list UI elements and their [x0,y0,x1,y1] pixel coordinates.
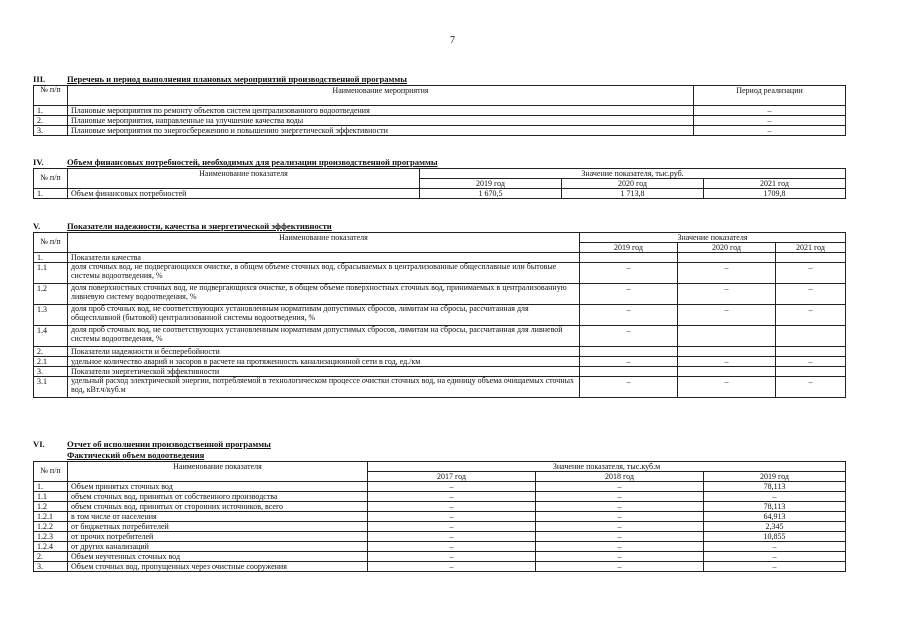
cell-value: – [678,263,776,284]
section-4-title [33,157,845,168]
cell-value [776,347,846,357]
cell-value: 2,345 [704,522,846,532]
section-4-table [33,168,846,199]
cell-value [580,347,678,357]
cell-name: доля сточных вод, не подвергающихся очистке, в общем объеме сточных вод, сбрасываемых в централизованные общесплавные или бытовые системы водоотведения, % [68,263,580,284]
header-year: 2019 год [420,179,562,189]
cell-value: – [368,552,536,562]
table-row [34,116,846,126]
cell-no: 1.1 [34,263,68,284]
cell-no: 1. [34,106,68,116]
header-no: № п/п [34,233,68,253]
cell-value [678,347,776,357]
cell-no: 1.3 [34,305,68,326]
table-header-row [34,86,846,106]
header-no: № п/п [34,462,68,482]
cell-value [776,367,846,377]
cell-value: – [704,542,846,552]
cell-no: 1.4 [34,326,68,347]
table-row [34,326,846,347]
cell-name: доля проб сточных вод, не соответствующих установленным нормативам допустимых сбросов, лимитам на сбросы, рассчитанная для общесплавной (бытовой) централизованной системы водоотведения, % [68,305,580,326]
cell-no: 1. [34,253,68,263]
header-period: Период реализации [694,86,846,106]
cell-value: – [368,512,536,522]
cell-value: – [678,357,776,367]
cell-value: – [704,552,846,562]
cell-name: объем сточных вод, принятых от сторонних источников, всего [68,502,368,512]
cell-no: 2. [34,552,68,562]
table-row [34,189,846,199]
section-6-subtitle: Фактический объем водоотведения [67,450,205,460]
cell-name: Объем финансовых потребностей [68,189,420,199]
table-row [34,552,846,562]
cell-value [580,253,678,263]
cell-period: – [694,116,846,126]
cell-no: 3. [34,367,68,377]
cell-name: доля проб сточных вод, не соответствующих установленным нормативам допустимых сбросов, лимитам на сбросы, рассчитанная для ливневой системы водоотведения, % [68,326,580,347]
table-row [34,305,846,326]
header-value: Значение показателя, тыс.куб.м [368,462,846,472]
cell-name: Объем принятых сточных вод [68,482,368,492]
header-name: Наименование мероприятия [68,86,694,106]
table-row [34,492,846,502]
header-value: Значение показателя, тыс.руб. [420,169,846,179]
table-row [34,367,846,377]
cell-no: 1.2.1 [34,512,68,522]
section-title-text: Отчет об исполнении производственной программы [67,439,271,449]
cell-value: 1 713,8 [562,189,704,199]
cell-no: 1.2 [34,502,68,512]
header-no: № п/п [34,86,68,106]
header-name: Наименование показателя [68,233,580,253]
section-title-text: Объем финансовых потребностей, необходимых для реализации производственной программы [67,157,438,167]
section-4 [33,157,845,199]
header-year: 2020 год [562,179,704,189]
cell-name: от прочих потребителей [68,532,368,542]
cell-value: – [536,522,704,532]
cell-no: 1.2.4 [34,542,68,552]
cell-value [580,367,678,377]
section-5 [33,221,845,398]
cell-period: – [694,106,846,116]
cell-value: – [776,263,846,284]
cell-value: – [368,542,536,552]
cell-value: – [580,326,678,347]
cell-value: – [704,562,846,572]
table-row [34,522,846,532]
cell-no: 3.1 [34,377,68,398]
section-3-table [33,85,846,136]
table-row [34,512,846,522]
cell-value: – [776,305,846,326]
section-6 [33,439,845,572]
table-row [34,562,846,572]
cell-no: 1.2.2 [34,522,68,532]
section-6-title [33,439,845,450]
cell-value [678,367,776,377]
section-number: VI. [33,439,45,449]
table-row [34,377,846,398]
cell-name: Плановые мероприятия по ремонту объектов систем централизованного водоотведения [68,106,694,116]
section-5-table [33,232,846,398]
cell-name: объем сточных вод, принятых от собственного производства [68,492,368,502]
cell-value: – [536,542,704,552]
header-year: 2021 год [776,243,846,253]
cell-name: Показатели качества [68,253,580,263]
header-year: 2018 год [536,472,704,482]
cell-no: 3. [34,126,68,136]
cell-no: 1. [34,189,68,199]
table-row [34,263,846,284]
cell-value: – [536,562,704,572]
cell-value: 78,113 [704,482,846,492]
section-number: III. [33,74,46,84]
cell-value: – [678,377,776,398]
cell-value: – [678,305,776,326]
section-3-title [33,74,845,85]
table-header-row [34,233,846,243]
cell-name: от бюджетных потребителей [68,522,368,532]
cell-name: в том числе от населения [68,512,368,522]
cell-value: – [536,512,704,522]
cell-value: – [536,502,704,512]
cell-name: Показатели энергетической эффективности [68,367,580,377]
table-row [34,106,846,116]
cell-name: удельное количество аварий и засоров в расчете на протяженность канализационной сети в год, ед./км [68,357,580,367]
table-header-row [34,462,846,472]
header-no: № п/п [34,169,68,189]
cell-value [678,326,776,347]
cell-value: 1 670,5 [420,189,562,199]
section-number: IV. [33,157,44,167]
page-number: 7 [450,35,455,46]
cell-value: 1709,8 [704,189,846,199]
cell-no: 1. [34,482,68,492]
cell-name: от других канализаций [68,542,368,552]
cell-name: Объем сточных вод, пропущенных через очистные сооружения [68,562,368,572]
cell-no: 1.2.3 [34,532,68,542]
table-row [34,253,846,263]
cell-name: Плановые мероприятия, направленные на улучшение качества воды [68,116,694,126]
cell-value: – [368,492,536,502]
cell-value: – [536,492,704,502]
header-value: Значение показателя [580,233,846,243]
cell-name: Объем неучтенных сточных вод [68,552,368,562]
cell-no: 2. [34,347,68,357]
cell-value: 64,913 [704,512,846,522]
section-5-title [33,221,845,232]
cell-value: 78,113 [704,502,846,512]
cell-no: 3. [34,562,68,572]
cell-value: – [580,284,678,305]
section-number: V. [33,221,41,231]
cell-value: – [536,532,704,542]
cell-value: – [580,357,678,367]
cell-no: 2.1 [34,357,68,367]
cell-value: – [776,284,846,305]
cell-value: – [536,482,704,492]
table-row [34,502,846,512]
cell-value: – [368,532,536,542]
header-name: Наименование показателя [68,169,420,189]
table-row [34,542,846,552]
table-row [34,347,846,357]
cell-value: 10,855 [704,532,846,542]
table-row [34,532,846,542]
cell-no: 1.2 [34,284,68,305]
header-year: 2020 год [678,243,776,253]
table-row [34,284,846,305]
cell-no: 1.1 [34,492,68,502]
cell-value: – [368,562,536,572]
cell-name: удельный расход электрической энергии, потребляемой в технологическом процессе очистки сточных вод, на единицу объема очищаемых сточных вод, кВт.ч/куб.м [68,377,580,398]
header-year: 2019 год [704,472,846,482]
cell-value [776,326,846,347]
cell-value: – [776,377,846,398]
cell-period: – [694,126,846,136]
section-title-text: Перечень и период выполнения плановых мероприятий производственной программы [67,74,407,84]
header-year: 2021 год [704,179,846,189]
cell-value: – [580,305,678,326]
table-row [34,357,846,367]
cell-value: – [776,357,846,367]
table-row [34,482,846,492]
cell-value [678,253,776,263]
cell-value [776,253,846,263]
cell-value: – [368,482,536,492]
cell-value: – [704,492,846,502]
header-year: 2017 год [368,472,536,482]
cell-name: доля поверхностных сточных вод, не подвергающихся очистке, в общем объеме поверхностных сточных вод, принимаемых в централизованную ливневую систему водоотведения, % [68,284,580,305]
cell-value: – [368,502,536,512]
cell-value: – [580,263,678,284]
cell-name: Показатели надежности и бесперебойности [68,347,580,357]
table-row [34,126,846,136]
cell-value: – [536,552,704,562]
header-year: 2019 год [580,243,678,253]
section-3 [33,74,845,136]
cell-value: – [580,377,678,398]
cell-value: – [368,522,536,532]
cell-no: 2. [34,116,68,126]
section-6-table [33,461,846,572]
table-header-row [34,169,846,179]
header-name: Наименование показателя [68,462,368,482]
section-title-text: Показатели надежности, качества и энергетической эффективности [67,221,332,231]
cell-value: – [678,284,776,305]
cell-name: Плановые мероприятия по энергосбережению и повышению энергетической эффективности [68,126,694,136]
